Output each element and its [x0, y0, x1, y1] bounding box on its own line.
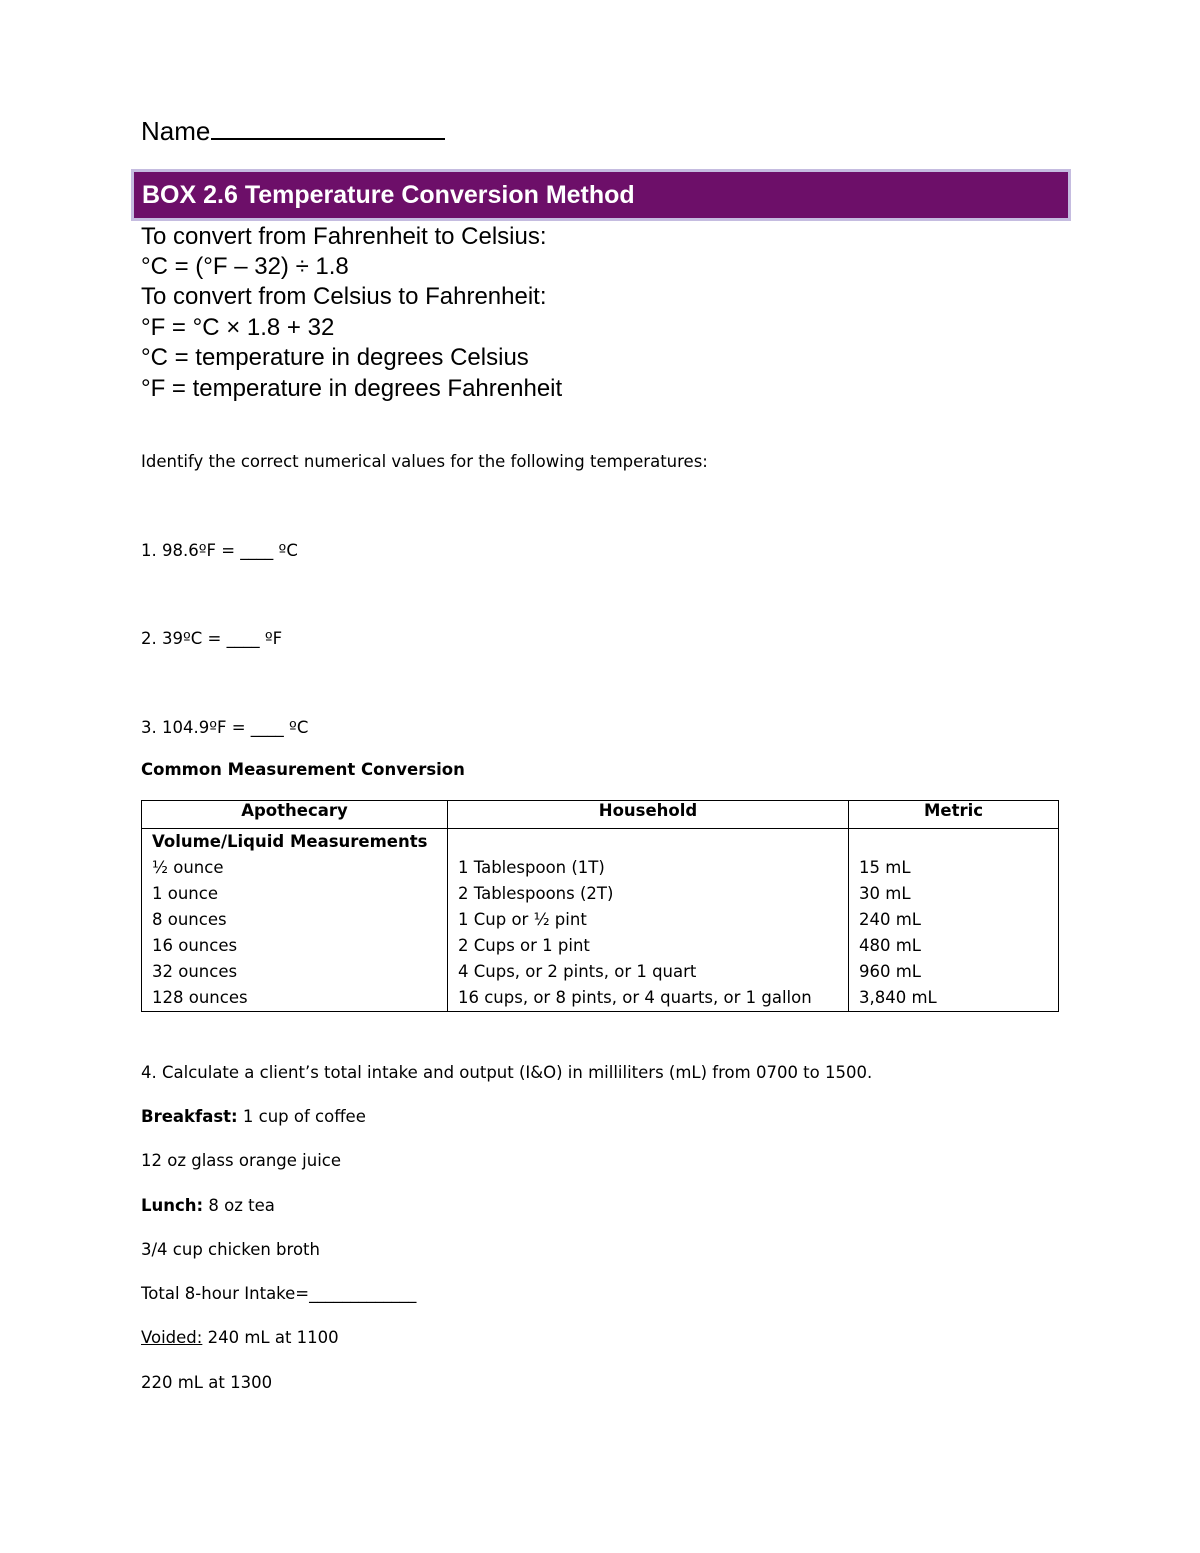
lunch-label: Lunch: [141, 1196, 204, 1215]
breakfast-label: Breakfast: [141, 1107, 238, 1126]
question-2: 2. 39ºC = ____ ºF [141, 629, 283, 648]
table-cell: 30 mL [859, 884, 911, 903]
breakfast-line [141, 1107, 366, 1126]
voided-item: 240 mL at 1100 [202, 1328, 339, 1347]
total-intake: Total 8-hour Intake=_____________ [141, 1284, 417, 1303]
box-title: BOX 2.6 Temperature Conversion Method [142, 181, 635, 209]
breakfast-item-2: 12 oz glass orange juice [141, 1151, 342, 1170]
instructions: Identify the correct numerical values for the following temperatures: [141, 452, 708, 471]
lunch-line [141, 1196, 275, 1215]
table-cell: 16 ounces [152, 936, 238, 955]
name-blank[interactable] [211, 112, 445, 140]
breakfast-item: 1 cup of coffee [237, 1107, 366, 1126]
voided-item-2: 220 mL at 1300 [141, 1373, 273, 1392]
volume-subheader: Volume/Liquid Measurements [152, 832, 428, 851]
table-cell: 16 cups, or 8 pints, or 4 quarts, or 1 gallon [458, 988, 812, 1007]
header-household: Household [448, 801, 849, 829]
question-4: 4. Calculate a client’s total intake and output (I&O) in milliliters (mL) from 0700 to 1500. [141, 1063, 873, 1082]
table-cell: 8 ounces [152, 910, 227, 929]
table-cell: 4 Cups, or 2 pints, or 1 quart [458, 962, 697, 981]
apothecary-column [142, 829, 448, 1012]
table-cell: 3,840 mL [859, 988, 937, 1007]
table-cell: 2 Tablespoons (2T) [458, 884, 614, 903]
voided-label: Voided: [141, 1328, 203, 1347]
household-column [448, 829, 849, 1012]
table-cell: 1 ounce [152, 884, 218, 903]
table-cell: 2 Cups or 1 pint [458, 936, 590, 955]
table-cell: ½ ounce [152, 858, 224, 877]
metric-column [849, 829, 1059, 1012]
header-metric: Metric [849, 801, 1059, 829]
table-cell: 128 ounces [152, 988, 248, 1007]
table-cell: 960 mL [859, 962, 922, 981]
table-cell: 1 Tablespoon (1T) [458, 858, 605, 877]
name-label: Name [141, 116, 211, 146]
header-apothecary: Apothecary [142, 801, 448, 829]
table-body-row [142, 829, 1059, 1012]
table-header-row [142, 801, 1059, 829]
table-cell: 480 mL [859, 936, 922, 955]
formula-line: °F = °C × 1.8 + 32 [141, 314, 335, 341]
table-cell: 240 mL [859, 910, 922, 929]
lunch-item-2: 3/4 cup chicken broth [141, 1240, 320, 1259]
question-1: 1. 98.6ºF = ____ ºC [141, 541, 298, 560]
conversion-table [141, 800, 1059, 1012]
name-field [141, 112, 445, 147]
box-header [131, 169, 1071, 221]
formula-line: °C = temperature in degrees Celsius [141, 344, 529, 371]
voided-line [141, 1328, 339, 1347]
table-cell: 15 mL [859, 858, 911, 877]
table-cell: 1 Cup or ½ pint [458, 910, 587, 929]
table-cell: 32 ounces [152, 962, 238, 981]
table-title: Common Measurement Conversion [141, 760, 465, 779]
question-3: 3. 104.9ºF = ____ ºC [141, 718, 309, 737]
formula-line: To convert from Fahrenheit to Celsius: [141, 223, 547, 250]
formula-line: °C = (°F – 32) ÷ 1.8 [141, 253, 349, 280]
formula-line: To convert from Celsius to Fahrenheit: [141, 283, 547, 310]
formula-line: °F = temperature in degrees Fahrenheit [141, 375, 563, 402]
lunch-item: 8 oz tea [203, 1196, 275, 1215]
